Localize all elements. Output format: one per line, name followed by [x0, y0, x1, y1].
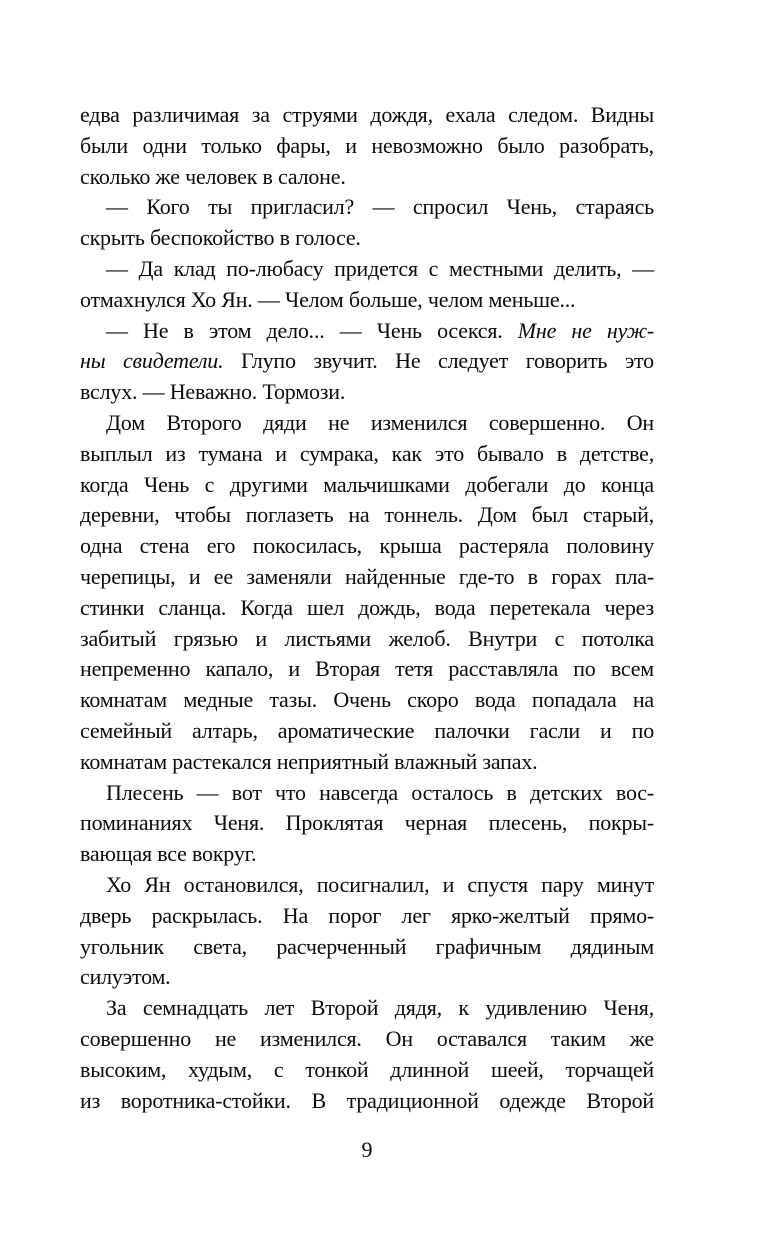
text-line — [80, 808, 654, 839]
text-segment: деревни, чтобы поглазеть на тоннель. Дом был старый, — [80, 502, 654, 528]
text-line — [80, 408, 654, 439]
text-segment: поминаниях Ченя. Проклятая черная плесень, покры- — [80, 810, 654, 836]
text-segment: были одни только фары, и невозможно было разобрать, — [80, 132, 654, 158]
text-line — [80, 316, 654, 347]
text-line — [80, 654, 654, 685]
text-segment: — Не в этом дело... — Чень осекся. — [106, 317, 518, 343]
text-segment: Глупо звучит. Не следует говорить это — [223, 348, 654, 374]
text-line — [80, 716, 654, 747]
text-segment: — Кого ты пригласил? — спросил Чень, стараясь — [106, 194, 654, 220]
text-line — [80, 1024, 654, 1055]
text-line — [80, 223, 654, 254]
text-line — [80, 439, 654, 470]
text-line — [80, 100, 654, 131]
text-line — [80, 470, 654, 501]
text-segment: скрыть беспокойство в голосе. — [80, 225, 361, 251]
text-line — [80, 839, 654, 870]
text-line — [80, 531, 654, 562]
text-segment: — Да клад по-любасу придется с местными делить, — — [106, 255, 654, 281]
text-segment: черепицы, и ее заменяли найденные где-то в горах пла- — [80, 563, 654, 589]
text-line — [80, 131, 654, 162]
text-segment: отмахнулся Хо Ян. — Челом больше, челом меньше... — [80, 286, 576, 312]
text-line — [80, 993, 654, 1024]
text-segment: За семнадцать лет Второй дядя, к удивлению Ченя, — [106, 995, 654, 1021]
text-segment: Плесень — вот что навсегда осталось в детских вос- — [106, 779, 654, 805]
book-text — [80, 100, 654, 1116]
text-segment: одна стена его покосилась, крыша растеряла половину — [80, 533, 654, 559]
text-segment: Дом Второго дяди не изменился совершенно. Он — [106, 409, 654, 435]
text-line — [80, 254, 654, 285]
text-segment: Хо Ян остановился, посигналил, и спустя пару минут — [106, 871, 654, 897]
text-segment: когда Чень с другими мальчишками добегали до конца — [80, 471, 654, 497]
text-segment: едва различимая за струями дождя, ехала следом. Видны — [80, 102, 654, 127]
text-segment: забитый грязью и листьями желоб. Внутри с потолка — [80, 625, 654, 651]
text-line — [80, 901, 654, 932]
text-segment: из воротника-стойки. В традиционной одежде Второй — [80, 1087, 654, 1113]
text-line — [80, 1055, 654, 1086]
text-line — [80, 685, 654, 716]
text-line — [80, 562, 654, 593]
page-number: 9 — [361, 1137, 373, 1162]
text-line — [80, 162, 654, 193]
text-line — [80, 377, 654, 408]
text-line — [80, 932, 654, 963]
text-line — [80, 192, 654, 223]
text-segment: высоким, худым, с тонкой длинной шеей, торчащей — [80, 1056, 654, 1082]
text-segment: непременно капало, и Вторая тетя расставляла по всем — [80, 656, 654, 682]
text-line — [80, 285, 654, 316]
text-line — [80, 778, 654, 809]
text-line — [80, 593, 654, 624]
text-segment: комнатам медные тазы. Очень скоро вода попадала на — [80, 687, 654, 713]
text-line — [80, 624, 654, 655]
italic-text-segment: Мне не нуж- — [517, 317, 654, 343]
text-segment: вслух. — Неважно. Тормози. — [80, 379, 346, 405]
text-line — [80, 962, 654, 993]
text-segment: стинки сланца. Когда шел дождь, вода перетекала через — [80, 594, 654, 620]
text-segment: семейный алтарь, ароматические палочки гасли и по — [80, 717, 654, 743]
text-line — [80, 870, 654, 901]
text-segment: силуэтом. — [80, 964, 171, 990]
text-segment: выплыл из тумана и сумрака, как это бывало в детстве, — [80, 440, 654, 466]
text-line — [80, 1086, 654, 1117]
text-segment: угольник света, расчерченный графичным дядиным — [80, 933, 654, 959]
text-segment: вающая все вокруг. — [80, 841, 257, 867]
text-line — [80, 500, 654, 531]
text-segment: комнатам растекался неприятный влажный запах. — [80, 748, 538, 774]
text-segment: сколько же человек в салоне. — [80, 163, 346, 189]
text-line — [80, 346, 654, 377]
italic-text-segment: ны свидетели. — [80, 348, 224, 374]
text-segment: дверь раскрылась. На порог лег ярко-желтый прямо- — [80, 902, 654, 928]
text-line — [80, 747, 654, 778]
text-segment: совершенно не изменился. Он оставался таким же — [80, 1025, 654, 1051]
